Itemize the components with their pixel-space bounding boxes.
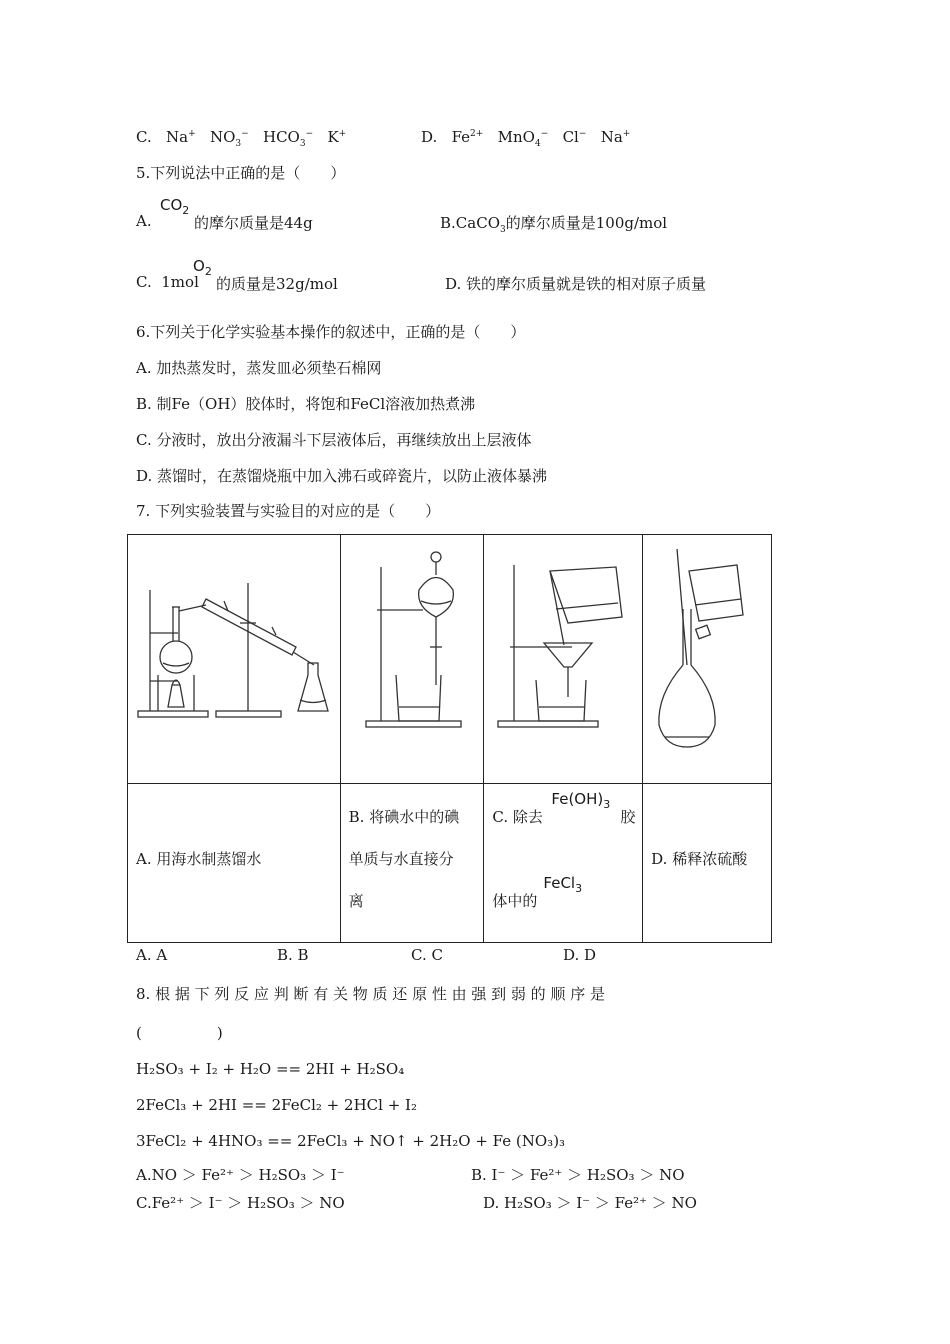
q8-equation-3: 3FeCl₂ + 4HNO₃ == 2FeCl₃ + NO↑ + 2H₂O + Fe (NO₃)₃: [136, 1132, 566, 1150]
q5-option-c-label: C. 1mol: [136, 273, 199, 291]
q7-option-d: D. D: [563, 946, 597, 964]
q4-option-c: C. Na+ $NO_3^-$ $HCO_3^-$ K+: [136, 128, 347, 149]
q6-stem: 6.下列关于化学实验基本操作的叙述中，正确的是（ ）: [136, 323, 526, 341]
apparatus-table: [127, 534, 772, 943]
volumetric-flask-apparatus: [643, 535, 772, 784]
q8-option-a: A.NO ＞ Fe²⁺ ＞ H₂SO₃ ＞ I⁻: [136, 1166, 345, 1184]
caption-c-line1: C. 除去: [492, 808, 543, 826]
q7-option-c: C. C: [411, 946, 443, 964]
q5-option-a-label: A.: [136, 212, 152, 230]
distillation-apparatus: [128, 535, 341, 784]
filtration-diagram: [484, 535, 642, 783]
caption-b-cell: [340, 784, 484, 943]
ion-fe: $Fe^{2+}$: [451, 128, 484, 146]
q8-option-d: D. H₂SO₃ ＞ I⁻ ＞ Fe²⁺ ＞ NO: [483, 1194, 697, 1212]
q5-option-b: B.CaCO$_3$的摩尔质量是100g/mol: [440, 214, 668, 235]
ion-no3: $NO_3^-$: [209, 128, 249, 149]
caption-a: A. 用海水制蒸馏水: [136, 850, 262, 868]
q6-option-a: A. 加热蒸发时，蒸发皿必须垫石棉网: [136, 359, 382, 377]
filtration-apparatus: [484, 535, 643, 784]
ion-na: Na+: [166, 128, 196, 146]
caption-c-cell: [484, 784, 643, 943]
caption-b-line1: B. 将碘水中的碘: [348, 808, 460, 826]
caption-c-formula-fecl3: FeCl$_3$: [543, 874, 583, 895]
q7-option-a: A. A: [136, 946, 168, 964]
ion-na2: Na+: [600, 128, 631, 146]
ion-hco3: $HCO_3^-$: [263, 128, 314, 149]
ion-mno4: MnO$_4$−: [497, 128, 549, 149]
ion-k: K+: [327, 128, 347, 146]
q5-stem: 5.下列说法中正确的是（ ）: [136, 164, 346, 182]
caption-d: D. 稀释浓硫酸: [651, 850, 748, 868]
separatory-funnel-apparatus: [340, 535, 484, 784]
q6-option-d: D. 蒸馏时，在蒸馏烧瓶中加入沸石或碎瓷片，以防止液体暴沸: [136, 467, 548, 485]
q6-option-c: C. 分液时，放出分液漏斗下层液体后，再继续放出上层液体: [136, 431, 532, 449]
caption-c-formula-feoh3: $Fe(OH)_3$: [551, 790, 611, 811]
q5-option-d: D. 铁的摩尔质量就是铁的相对原子质量: [445, 275, 707, 293]
volumetric-flask-diagram: [643, 535, 771, 783]
caption-b-line2: 单质与水直接分: [348, 850, 454, 868]
caption-b-line3: 离: [348, 892, 364, 910]
q4-option-d: D. $Fe^{2+}$ MnO$_4$− Cl− Na+: [421, 128, 631, 149]
q8-equation-2: 2FeCl₃ + 2HI == 2FeCl₂ + 2HCl + I₂: [136, 1096, 417, 1114]
q5-option-c-text: 的质量是32g/mol: [216, 275, 338, 293]
ion-cl: Cl−: [562, 128, 587, 146]
caption-c-line2: 体中的: [492, 892, 538, 910]
q8-equation-1: H₂SO₃ + I₂ + H₂O == 2HI + H₂SO₄: [136, 1060, 405, 1078]
q8-option-b: B. I⁻ ＞ Fe²⁺ ＞ H₂SO₃ ＞ NO: [471, 1166, 685, 1184]
caption-d-cell: [643, 784, 772, 943]
distillation-diagram: [128, 535, 340, 783]
q7-option-b: B. B: [277, 946, 309, 964]
q8-option-c: C.Fe²⁺ ＞ I⁻ ＞ H₂SO₃ ＞ NO: [136, 1194, 345, 1212]
caption-a-cell: [128, 784, 341, 943]
q7-stem: 7. 下列实验装置与实验目的对应的是（ ）: [136, 502, 441, 520]
separatory-funnel-diagram: [341, 535, 484, 783]
q5-formula-o2: $O_2$: [193, 257, 212, 278]
q6-option-b: B. 制Fe（OH）胶体时，将饱和FeCl溶液加热煮沸: [136, 395, 476, 413]
q5-option-a-text: 的摩尔质量是44g: [194, 214, 313, 232]
q8-stem: 8. 根 据 下 列 反 应 判 断 有 关 物 质 还 原 性 由 强 到 弱 的 顺 序 是: [136, 985, 605, 1003]
caption-c-suffix: 胶: [620, 808, 636, 826]
q8-paren: ( ): [136, 1024, 223, 1042]
q5-formula-co2: $CO_2$: [160, 196, 190, 217]
